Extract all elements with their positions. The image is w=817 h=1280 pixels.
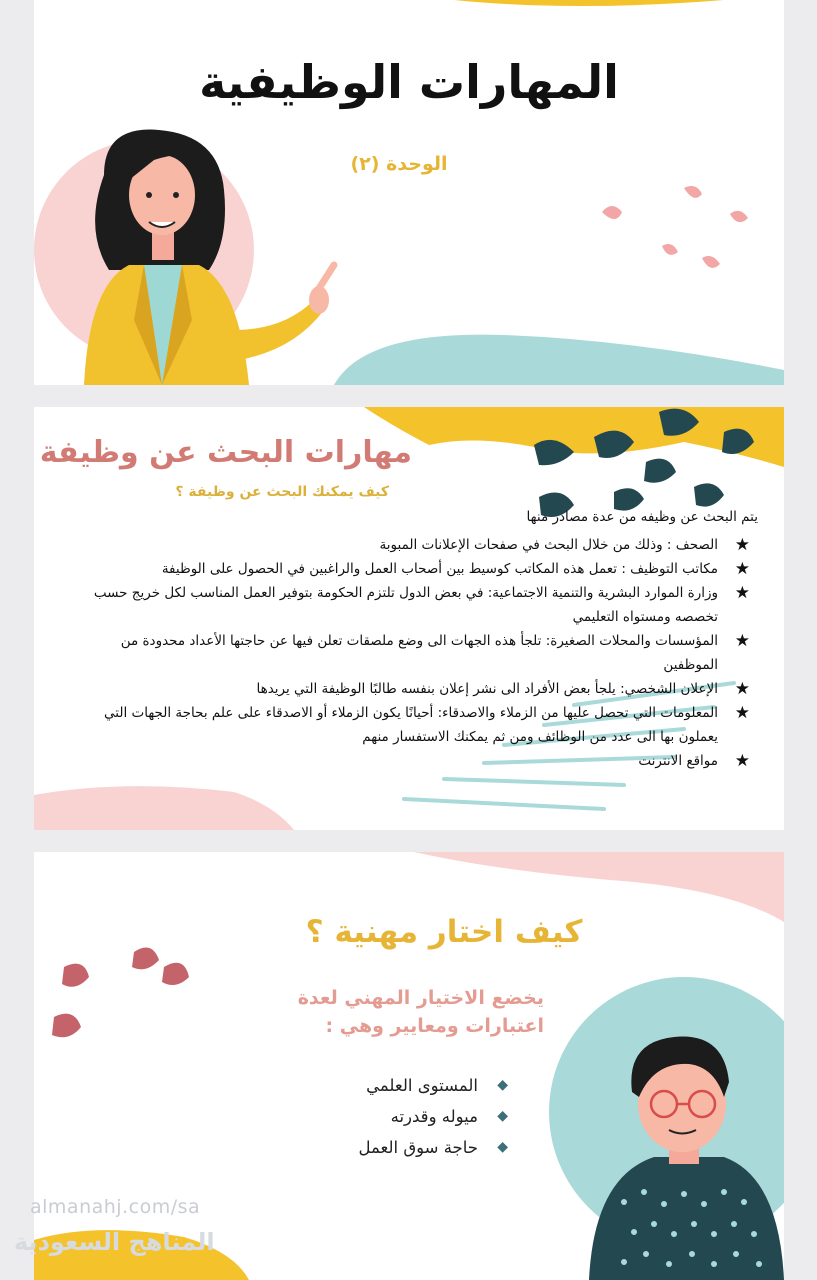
slide1-title: المهارات الوظيفية (199, 55, 619, 109)
list-item: ◆ ميوله وقدرته (358, 1101, 508, 1132)
list-item: ★ الإعلان الشخصي: يلجأ بعض الأفراد الى نشر إعلان بنفسه طالبًا الوظيفة التي يريدها (256, 679, 750, 699)
slide3-subtitle: يخضع الاختيار المهني لعدة اعتبارات ومعايير وهي : (297, 987, 544, 1037)
slide2-title: مهارات البحث عن وظيفة (39, 435, 412, 470)
slide-job-search (34, 407, 784, 830)
list-item: ★ المؤسسات والمحلات الصغيرة: تلجأ هذه الجهات الى وضع ملصقات تعلن فيها عن حاجتها الأعداد محدودة من الموظفين (120, 631, 750, 673)
woman-illustration (84, 130, 334, 385)
slide2-subtitle: كيف يمكنك البحث عن وظيفة ؟ (175, 484, 389, 500)
list-item: ★ مواقع الانترنت (638, 751, 750, 771)
star-icon: ★ (734, 631, 750, 651)
star-icon: ★ (734, 535, 750, 555)
star-icon: ★ (734, 751, 750, 771)
watermark-url: almanahj.com/sa (30, 1196, 201, 1218)
star-icon: ★ (734, 679, 750, 699)
slide2-intro: يتم البحث عن وظيفه من عدة مصادر منها (526, 509, 758, 525)
diamond-bullet-icon: ◆ (497, 1139, 508, 1155)
star-icon: ★ (734, 583, 750, 603)
job-source-list (70, 533, 758, 773)
list-item: ★ مكاتب التوظيف : تعمل هذه المكاتب كوسيط بين أصحاب العمل والراغبين في الحصول على الوظيفة (161, 559, 750, 579)
slide-title (34, 0, 784, 385)
watermark-name: المناهج السعودية (14, 1228, 215, 1256)
diamond-bullet-icon: ◆ (497, 1077, 508, 1093)
list-item: ★ وزارة الموارد البشرية والتنمية الاجتماعية: في بعض الدول تلتزم الحكومة بتوفير العمل المناسب لكل خريج حسب تخصصه ومستواه التعليمي (93, 583, 750, 625)
slide1-subtitle: الوحدة (٢) (350, 153, 448, 175)
list-item: ◆ حاجة سوق العمل (358, 1132, 508, 1163)
diamond-bullet-icon: ◆ (497, 1108, 508, 1124)
star-icon: ★ (734, 559, 750, 579)
list-item: ★ الصحف : وذلك من خلال البحث في صفحات الإعلانات المبوبة (379, 535, 750, 555)
slide3-title: كيف اختار مهنية ؟ (305, 914, 583, 950)
list-item: ◆ المستوى العلمي (358, 1070, 508, 1101)
criteria-list (358, 1070, 508, 1163)
star-icon: ★ (734, 703, 750, 723)
list-item: ★ المعلومات التي تحصل عليها من الزملاء والاصدقاء: أحيانًا يكون الزملاء أو الاصدقاء على علم بحاجة الجهات التي يعملون بها الى عدد من الوظائف ومن ثم يمكنك الاستفسار منهم (104, 703, 750, 745)
